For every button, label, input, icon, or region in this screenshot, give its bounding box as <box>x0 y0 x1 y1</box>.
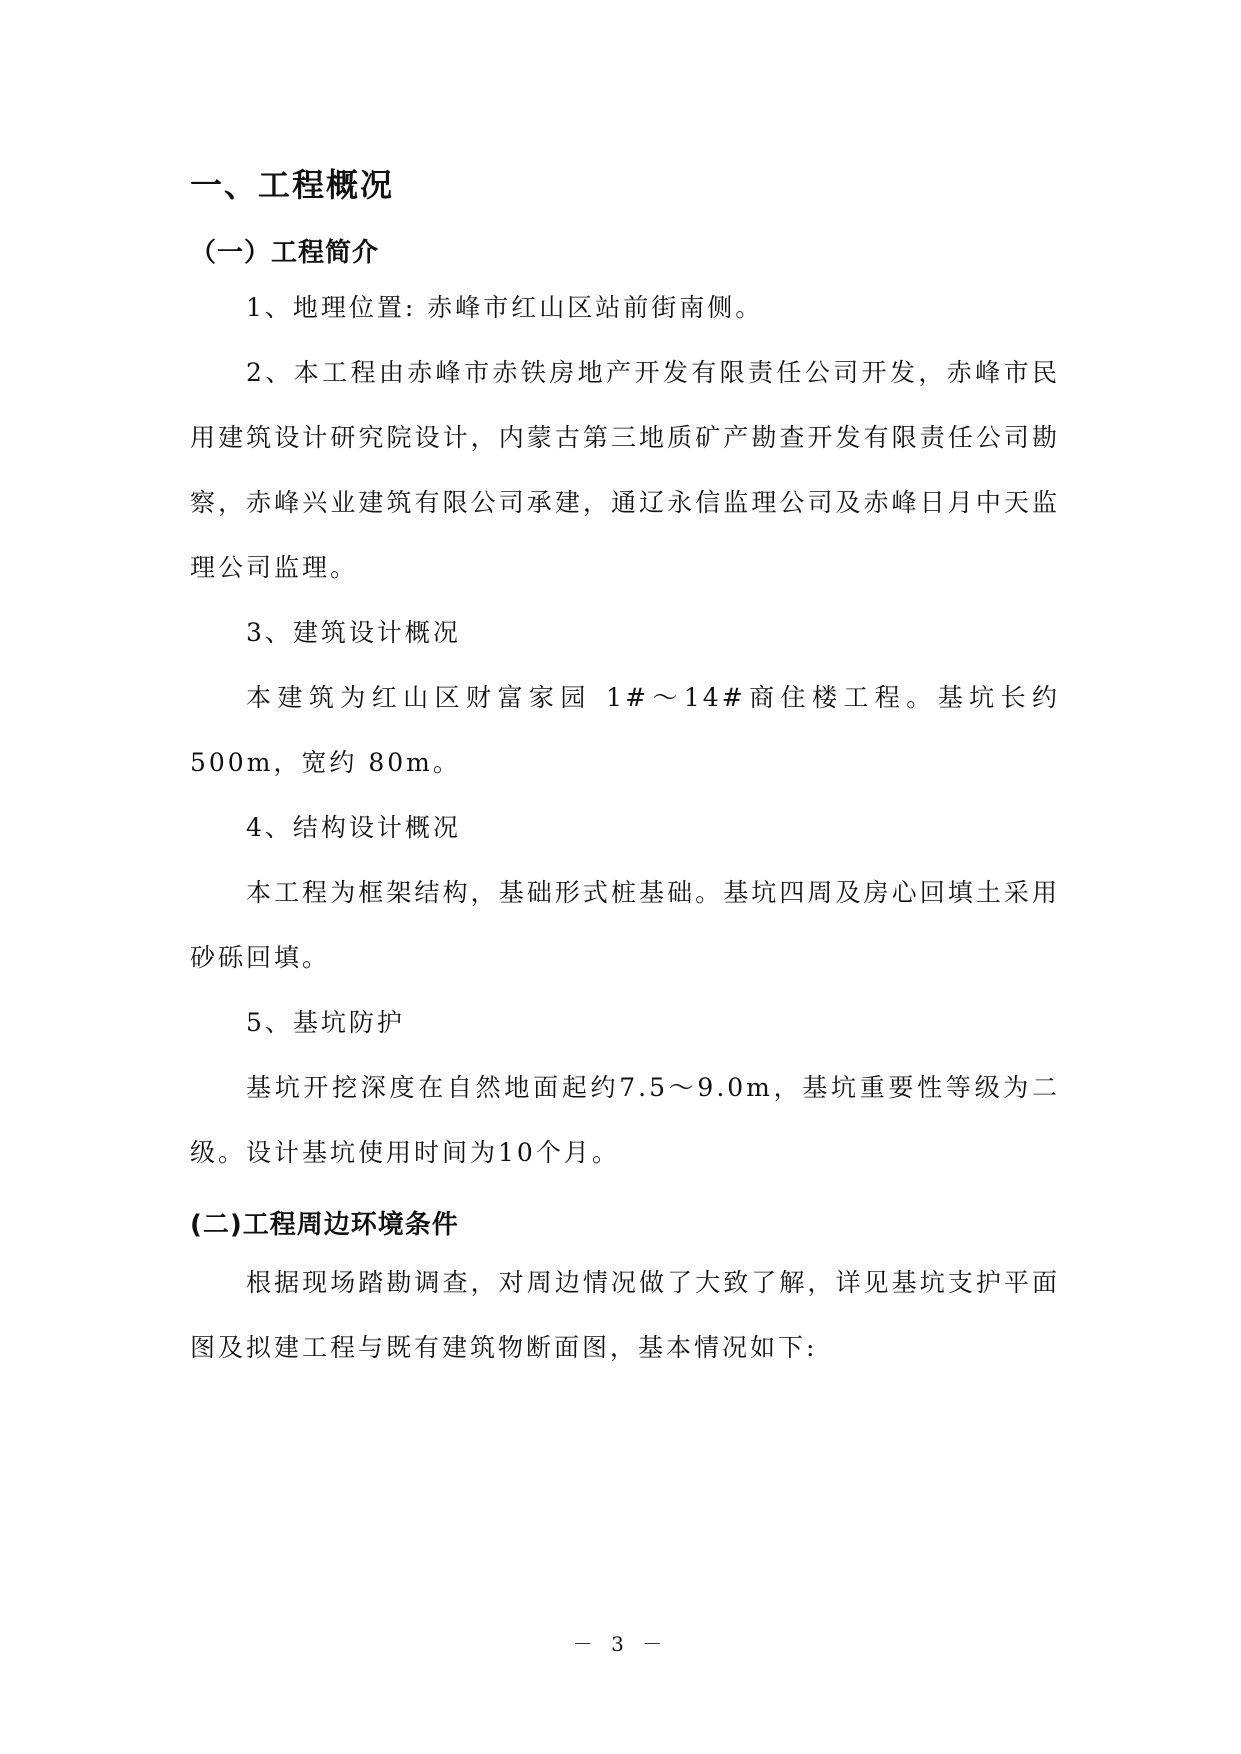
paragraph-architecture: 本建筑为红山区财富家园 1#～14#商住楼工程。基坑长约 500m，宽约 80m。 <box>190 683 1060 777</box>
subsection-title-intro: （一）工程简介 <box>190 238 380 268</box>
paragraph-pit-protection: 基坑开挖深度在自然地面起约7.5～9.0m，基坑重要性等级为二级。设计基坑使用时间为10个月。 <box>190 1073 1060 1167</box>
heading-pit-protection: 5、基坑防护 <box>246 1008 405 1037</box>
paragraph-parties: 2、本工程由赤峰市赤铁房地产开发有限责任公司开发，赤峰市民用建筑设计研究院设计，内蒙古第三地质矿产勘查开发有限责任公司勘察，赤峰兴业建筑有限公司承建，通辽永信监理公司及赤峰日月中天监理公司监理。 <box>190 358 1060 582</box>
paragraph-location: 1、地理位置: 赤峰市红山区站前街南侧。 <box>246 293 764 322</box>
page-number: － 3 － <box>572 1632 669 1656</box>
paragraph-environment: 根据现场踏勘调查，对周边情况做了大致了解，详见基坑支护平面图及拟建工程与既有建筑物断面图，基本情况如下: <box>190 1268 1060 1362</box>
paragraph-structure: 本工程为框架结构，基础形式桩基础。基坑四周及房心回填土采用砂砾回填。 <box>190 878 1060 972</box>
heading-architecture: 3、建筑设计概况 <box>246 618 461 647</box>
section-title: 一、工程概况 <box>190 166 395 204</box>
heading-structure: 4、结构设计概况 <box>246 813 461 842</box>
subsection-title-environment: (二)工程周边环境条件 <box>190 1210 459 1240</box>
